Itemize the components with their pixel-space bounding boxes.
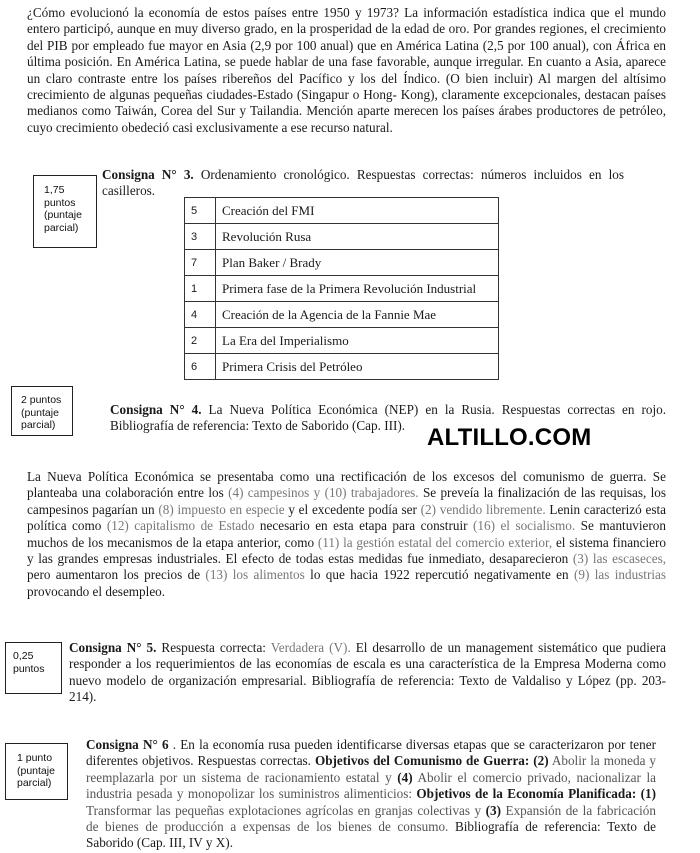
consigna-6-answer: Abolir el comercio privado, nacionalizar la industria pesada y monopolizar los suministros alimenticios: <box>86 769 656 802</box>
altillo-logo: ALTILLO.COM <box>427 424 592 451</box>
consigna-5-paragraph <box>69 640 666 706</box>
chronology-row <box>185 250 499 276</box>
nep-text: pero aumentaron los precios de <box>27 567 206 583</box>
nep-answer: (8) impuesto en especie <box>158 501 285 517</box>
chronology-event: Revolución Rusa <box>216 224 499 250</box>
consigna-6-text: . En la economía rusa pueden identificarse diversas etapas que se caracterizaron por tener diferentes objetivos. Respuestas correctas. <box>86 737 656 769</box>
chronology-row <box>185 276 499 302</box>
chronology-number: 1 <box>185 276 216 302</box>
score-line: puntos <box>44 196 76 209</box>
score-line: parcial) <box>44 221 79 234</box>
score-line: (puntaje <box>21 406 59 419</box>
chronology-row <box>185 224 499 250</box>
consigna-5-text: El desarrollo de un management sistemático que pudiera responder a los requerimientos de las economías de escala es una característica de la Empresa Moderna como nuevo modelo de organización empresarial. Bibliografía de referencia: Texto de Valdaliso y López (pp. 203- 214). <box>69 640 666 705</box>
score-line: (puntaje <box>17 764 55 777</box>
consigna-4-title: Consigna N° 4. <box>110 402 202 417</box>
chronology-event: Primera Crisis del Petróleo <box>216 354 499 380</box>
nep-text: necesario en esta etapa para construir <box>254 518 473 534</box>
chronology-number: 6 <box>185 354 216 380</box>
nep-answer: (12) capitalismo de Estado <box>106 518 255 534</box>
consigna-3-title: Consigna N° 3. <box>102 167 194 182</box>
chronology-number: 4 <box>185 302 216 328</box>
consigna-6-bold: (3) <box>485 802 502 818</box>
consigna-6-answer: Expansión de la fabricación de bienes de producción a expensas de los bienes de consumo. <box>86 802 656 835</box>
nep-text: el sistema financiero y las grandes empresas industriales. El efecto de todas estas medidas fue inmediato, desaparecieron <box>27 534 667 567</box>
score-line: 0,25 <box>13 650 34 662</box>
score-box-c3 <box>33 175 97 248</box>
consigna-4-text: La Nueva Política Económica (NEP) en la Rusia. Respuestas correctas en rojo. Bibliografía de referencia: Texto de Saborido (Cap. III). <box>110 402 666 434</box>
nep-answer: (3) las escaseces, <box>572 551 666 567</box>
consigna-3-heading <box>102 167 624 200</box>
consigna-5-title: Consigna N° 5. <box>69 640 157 655</box>
chronology-event: Primera fase de la Primera Revolución Industrial <box>216 276 499 302</box>
chronology-table <box>184 197 499 380</box>
score-line: parcial) <box>21 419 56 431</box>
chronology-event: Creación del FMI <box>216 198 499 224</box>
consigna-6-bold: Objetivos del Comunismo de Guerra: (2) <box>314 753 549 769</box>
score-line: parcial) <box>17 777 52 789</box>
chronology-number: 5 <box>185 198 216 224</box>
chronology-number: 2 <box>185 328 216 354</box>
nep-answer: (4) campesinos y (10) trabajadores. <box>228 485 419 501</box>
chronology-row <box>185 328 499 354</box>
nep-text: lo que hacia 1922 repercutió negativamente en <box>304 567 574 583</box>
nep-text: Se mantuvieron muchos de los mecanismos de la etapa anterior, como <box>27 518 666 550</box>
chronology-row <box>185 302 499 328</box>
consigna-6-title: Consigna N° 6 <box>86 737 169 752</box>
nep-text: Se preveía la finalización de las requisas, los campesinos pagarían un <box>27 485 667 517</box>
consigna-5-pre: Respuesta correcta: <box>156 640 271 655</box>
consigna-3-text: Ordenamiento cronológico. Respuestas correctas: números incluidos en los casilleros. <box>102 167 624 199</box>
nep-paragraph <box>27 469 666 600</box>
nep-text: Lenin caracterizó esta política como <box>27 501 666 534</box>
score-line: (puntaje <box>44 209 82 221</box>
consigna-5-answer: Verdadera (V). <box>270 640 351 655</box>
consigna-6-paragraph <box>86 737 656 852</box>
nep-answer: (9) las industrias <box>573 567 667 583</box>
consigna-6-bold: Objetivos de la Economía Planificada: (1) <box>412 786 656 802</box>
nep-answer: (16) el socialismo. <box>472 518 576 534</box>
consigna-6-bold: (4) <box>397 769 413 785</box>
score-line: 1 punto <box>17 752 53 764</box>
chronology-row <box>185 198 499 224</box>
score-line: 1,75 <box>44 184 65 196</box>
score-box-c5 <box>5 642 62 694</box>
chronology-number: 7 <box>185 250 216 276</box>
nep-text: provocando el desempleo. <box>27 583 166 599</box>
score-box-c6 <box>5 743 68 800</box>
score-box-c4 <box>11 386 73 436</box>
chronology-event: Plan Baker / Brady <box>216 250 499 276</box>
consigna-6-answer: Abolir la moneda y reemplazarla por un sistema de racionamiento estatal y <box>86 753 656 785</box>
chronology-number: 3 <box>185 224 216 250</box>
nep-text: La Nueva Política Económica se presentaba como una rectificación de los excesos del comunismo de guerra. Se planteaba una colaboración entre los <box>27 469 666 501</box>
chronology-row <box>185 354 499 380</box>
score-line: 2 puntos <box>21 394 62 406</box>
nep-answer: (2) vendido libremente. <box>420 501 546 517</box>
consigna-6-text: Bibliografía de referencia: Texto de Saborido (Cap. III, IV y X). <box>86 819 656 851</box>
chronology-event: La Era del Imperialismo <box>216 328 499 354</box>
nep-answer: (11) la gestión estatal del comercio exterior, <box>317 534 553 550</box>
nep-text: y el excedente podía ser <box>284 501 421 517</box>
intro-paragraph: ¿Cómo evolucionó la economía de estos países entre 1950 y 1973? La información estadística indica que el mundo entero participó, aunque en muy diverso grado, en la prosperidad de la edad de oro. Por grandes regiones, el crecimiento del PIB por empleado fue mayor en Asia (2,9 por 100 anual) que en América Latina (2,5 por 100 anual), con África en última posición. En América Latina, se puede hablar de una fase favorable, aunque irregular. En cuanto a Asia, aparece un claro contraste entre los países ribereños del Pacífico y los del Índico. (O bien incluir) Al margen del altísimo crecimiento de algunas pequeñas ciudades-Estado (Singapur o Hong- Kong), claramente excepcionales, destacan países medianos como Taiwán, Corea del Sur y Tailandia. Mención aparte merecen los países árabes productores de petróleo, cuyo crecimiento obedeció casi exclusivamente a ese recurso natural. <box>27 5 666 135</box>
chronology-event: Creación de la Agencia de la Fannie Mae <box>216 302 499 328</box>
consigna-6-answer: Transformar las pequeñas explotaciones agrícolas en granjas colectivas y <box>86 802 486 818</box>
score-line: puntos <box>13 662 45 675</box>
nep-answer: (13) los alimentos <box>205 567 305 583</box>
